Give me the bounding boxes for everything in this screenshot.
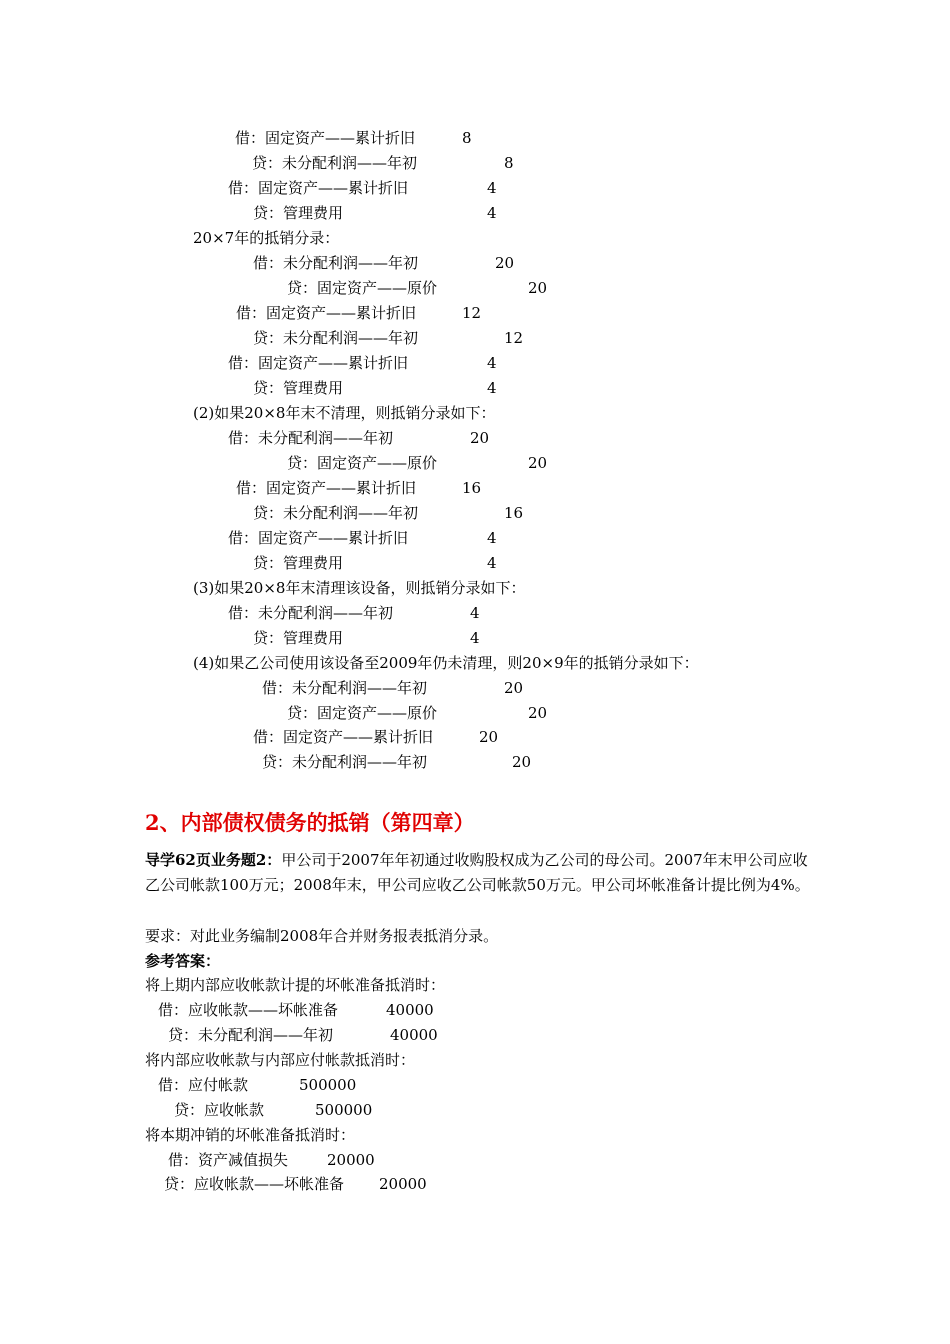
entry-amount: 20: [528, 704, 548, 722]
entry-amount: 4: [470, 604, 480, 622]
case-heading: (4)如果乙公司使用该设备至2009年仍未清理，则20×9年的抵销分录如下：: [193, 654, 699, 672]
entry-text: 贷：管理费用: [253, 204, 344, 222]
entry-amount: 20000: [327, 1151, 375, 1169]
problem-text: 甲公司于2007年年初通过收购股权成为乙公司的母公司。2007年末甲公司应收乙公司帐款100万元；2008年末，甲公司应收乙公司帐款50万元。甲公司坏帐准备计提比例为4%。: [145, 851, 810, 894]
entry-text: 贷：未分配利润——年初: [253, 329, 419, 347]
entry-text: 贷：未分配利润——年初: [168, 1026, 334, 1044]
entry-amount: 20: [512, 753, 532, 771]
entry-amount: 4: [487, 354, 497, 372]
entry-amount: 4: [470, 629, 480, 647]
entry-text: 贷：管理费用: [253, 379, 344, 397]
entry-text: 借：固定资产——累计折旧: [228, 179, 409, 197]
entry-text: 贷：管理费用: [253, 554, 344, 572]
entry-amount: 20: [528, 279, 548, 297]
entry-text: 贷：固定资产——原价: [287, 704, 438, 722]
entry-text: 贷：未分配利润——年初: [252, 154, 418, 172]
entry-text: 贷：应收帐款——坏帐准备: [164, 1175, 345, 1193]
entry-amount: 12: [504, 329, 524, 347]
section-heading: 2、内部债权债务的抵销（第四章）: [145, 810, 475, 835]
problem-label: 导学62页业务题2：: [145, 851, 282, 869]
entry-amount: 20: [470, 429, 490, 447]
entry-amount: 500000: [315, 1101, 373, 1119]
entry-text: 借：资产减值损失: [168, 1151, 289, 1169]
entry-amount: 500000: [299, 1076, 357, 1094]
entry-text: 借：固定资产——累计折旧: [253, 728, 434, 746]
entry-text: 借：固定资产——累计折旧: [236, 479, 417, 497]
entry-text: 贷：固定资产——原价: [287, 454, 438, 472]
entry-text: 借：固定资产——累计折旧: [235, 129, 416, 147]
entry-amount: 40000: [390, 1026, 438, 1044]
case-heading: (2)如果20×8年末不清理，则抵销分录如下：: [193, 404, 496, 422]
case-heading: (3)如果20×8年末清理该设备，则抵销分录如下：: [193, 579, 526, 597]
entry-text: 借：应收帐款——坏帐准备: [158, 1001, 339, 1019]
entry-amount: 16: [462, 479, 482, 497]
entry-text: 借：未分配利润——年初: [262, 679, 428, 697]
problem-paragraph: [145, 848, 810, 898]
answer-note: 将上期内部应收帐款计提的坏帐准备抵消时：: [145, 976, 446, 994]
entry-amount: 20: [528, 454, 548, 472]
entry-amount: 4: [487, 204, 497, 222]
entry-amount: 4: [487, 529, 497, 547]
entry-text: 借：未分配利润——年初: [228, 604, 394, 622]
entry-amount: 40000: [386, 1001, 434, 1019]
entry-amount: 4: [487, 554, 497, 572]
entry-amount: 8: [504, 154, 514, 172]
answer-note: 将内部应收帐款与内部应付帐款抵消时：: [145, 1051, 416, 1069]
answer-label: 参考答案：: [145, 952, 221, 970]
entry-amount: 20: [495, 254, 515, 272]
answer-note: 将本期冲销的坏帐准备抵消时：: [145, 1126, 356, 1144]
entry-text: 贷：管理费用: [253, 629, 344, 647]
entry-text: 贷：未分配利润——年初: [253, 504, 419, 522]
entry-amount: 20: [504, 679, 524, 697]
entry-amount: 8: [462, 129, 472, 147]
entry-amount: 20: [479, 728, 499, 746]
entry-text: 借：未分配利润——年初: [228, 429, 394, 447]
entry-text: 借：未分配利润——年初: [253, 254, 419, 272]
entry-text: 借：固定资产——累计折旧: [236, 304, 417, 322]
entry-amount: 20000: [379, 1175, 427, 1193]
entry-text: 借：固定资产——累计折旧: [228, 354, 409, 372]
entry-amount: 4: [487, 179, 497, 197]
requirement-text: 要求：对此业务编制2008年合并财务报表抵消分录。: [145, 927, 499, 945]
entry-text: 贷：应收帐款: [174, 1101, 265, 1119]
entry-text: 借：应付帐款: [158, 1076, 249, 1094]
entry-text: 贷：固定资产——原价: [287, 279, 438, 297]
entry-amount: 16: [504, 504, 524, 522]
section-subheading: 20×7年的抵销分录：: [193, 229, 340, 247]
entry-amount: 12: [462, 304, 482, 322]
entry-text: 借：固定资产——累计折旧: [228, 529, 409, 547]
entry-amount: 4: [487, 379, 497, 397]
entry-text: 贷：未分配利润——年初: [262, 753, 428, 771]
